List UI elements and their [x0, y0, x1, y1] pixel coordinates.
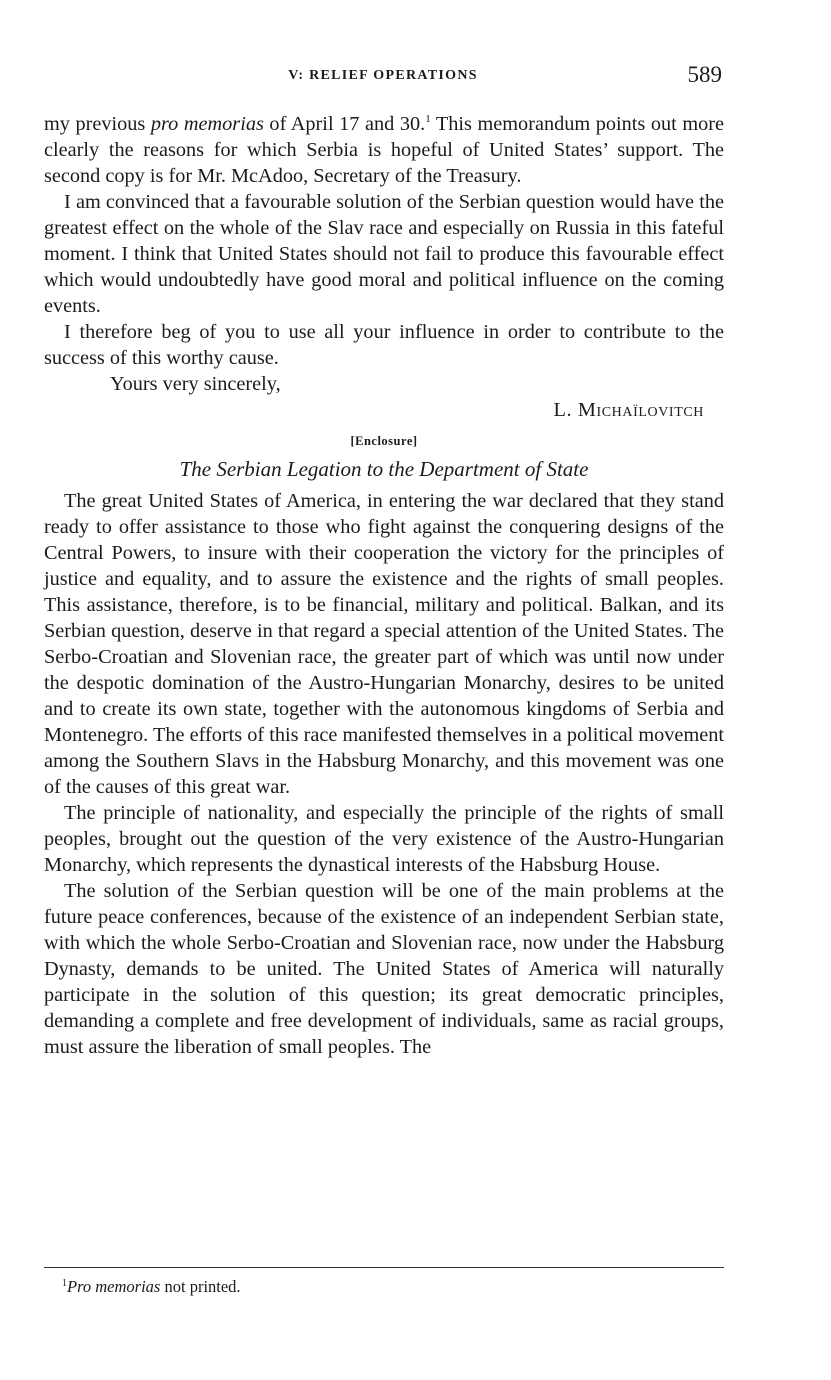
page-header [44, 62, 722, 96]
text-run: of April 17 and 30. [263, 113, 426, 135]
page-number: 589 [687, 62, 722, 87]
enclosure-title: The Serbian Legation to the Department of State [179, 457, 589, 481]
signature-name: Michaïlovitch [577, 399, 704, 421]
memo-paragraph: The great United States of America, in entering the war declared that they stand ready to offer assistance to those who fight against the conquering designs of the Central Powers, to insure with their cooperation the victory for the principles of justice and equality, and to assure the existence and the rights of small peoples. This assistance, therefore, is to be financial, military and political. Balkan, and its Serbian question, deserve in that regard a special attention of the United States. The Serbo-Croatian and Slovenian race, the greater part of which was until now under the despotic domination of the Austro-Hungarian Monarchy, desires to be united and to create its own state, together with the autonomous kingdoms of Serbia and Montenegro. The efforts of this race manifested themselves in a political movement among the Southern Slavs in the Habsburg Monarchy, and this movement was one of the causes of this great war. [44, 490, 724, 798]
signature-initial: L. [553, 399, 573, 421]
text-run: my previous [44, 113, 151, 135]
enclosure-label: [Enclosure] [350, 434, 418, 448]
footnote-mark: 1 [62, 1278, 67, 1289]
letter-paragraph-1 [44, 111, 724, 189]
footnote-text: not printed. [160, 1277, 241, 1296]
memo-paragraph: The solution of the Serbian question will be one of the main problems at the future peace conferences, because of the existence of an independent Serbian state, with which the whole Serbo-Croatian and Slovenian race, now under the Habsburg Dynasty, demands to be united. The United States of America will naturally participate in the solution of this question; its great democratic principles, demanding a complete and free development of individuals, same as racial groups, must assure the liberation of small peoples. The [44, 880, 724, 1058]
signature [44, 397, 724, 423]
text-run: This memorandum points out more clearly the reasons for which Serbia is hopeful of United States’ support. The second copy is for Mr. McAdoo, Secretary of the Treasury. [44, 113, 724, 187]
memo-paragraph: The principle of nationality, and especially the principle of the rights of small peoples, brought out the question of the very existence of the Austro-Hungarian Monarchy, which represents the dynastical interests of the Habsburg House. [44, 802, 724, 876]
enclosure-body [44, 488, 724, 1060]
footnote-divider [44, 1267, 724, 1268]
footnote-italic: Pro memorias [67, 1277, 161, 1296]
italic-text: pro memorias [150, 113, 264, 135]
running-head: V: RELIEF OPERATIONS [288, 68, 478, 83]
letter-paragraph-2: I am convinced that a favourable solution of the Serbian question would have the greatest effect on the whole of the Slav race and especially on Russia in this fateful moment. I think that United States should not fail to produce this favourable effect which would undoubtedly have good moral and political influence on the coming events. [44, 191, 724, 317]
footnote [62, 1277, 241, 1297]
footnote-reference: 1 [425, 113, 431, 125]
letter-closing: Yours very sincerely, [110, 373, 281, 395]
page-body [44, 111, 724, 1060]
letter-paragraph-3: I therefore beg of you to use all your influence in order to contribute to the success of this worthy cause. [44, 321, 724, 369]
